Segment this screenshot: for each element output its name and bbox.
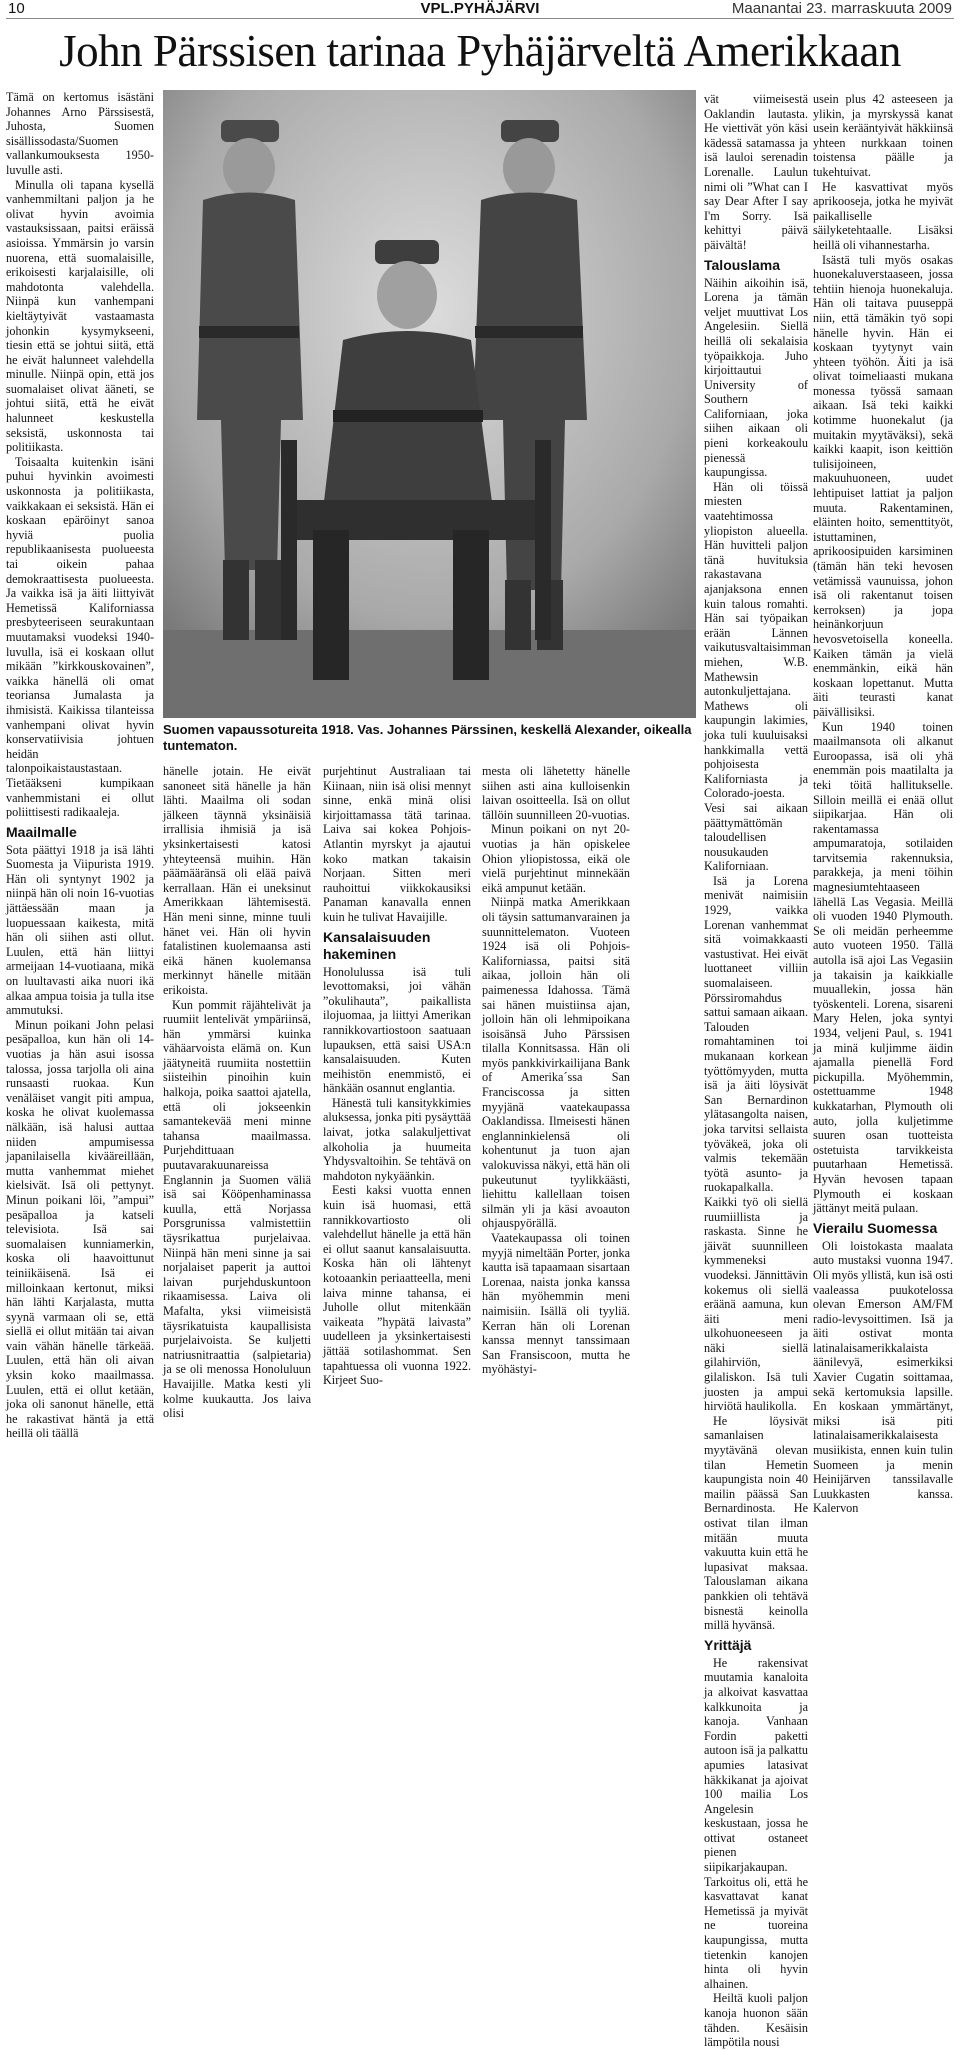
paragraph: Minun poikani John pelasi pesäpalloa, kun hän oli 14-vuotias ja hän asui isossa talossa, jossa tarjolla oli aina runsaasti ruokaa. Kun venäläiset vangit piti ampua, koska he olivat kuolemassa nälkään, isä halusi auttaa niiden ampumisessa japanilaisella kivääreillään, mutta vanhemmat miehet kielsivät. Isä oli pettynyt. Minun poikani löi, ”ampui” pesäpalloa ja katseli televisiota. Isä sai suomalaisen kunniamerkin, koska oli haavoittunut teiniikäisenä. Isä ei milloinkaan kertonut, miksi hän lähti Karjalasta, mutta syynä varmaan oli se, että siellä ei ollut mitään tai aivan vain vähän hänelle tärkeää. Luulen, että hän oli aivan yksin koko maailmassa. Luulen, että ei ollut ketään, joka oli sanonut hänelle, että he rakastivat häntä ja että heillä oli täällä xyxy=(6,1017,154,1441)
paragraph: Tämä on kertomus isästäni Johannes Arno Pärssisestä, Juhosta, Suomen sisällissodasta/Suomen vallankumouksesta 1950-luvulle asti. xyxy=(6,90,154,177)
paragraph: Honolulussa isä tuli levottomaksi, joi vähän ”okulihauta”, paikallista ilojuomaa, ja liittyi Amerikan rannikkovartiostoon saatuaan lupauksen, että saisi USA:n kansalaisuuden. Kuten meihistön enemmistö, ei hänkään osannut englantia. xyxy=(323,964,471,1096)
paragraph: He löysivät samanlaisen myytävänä olevan tilan Hemetin kaupungista noin 40 mailin päässä San Bernardinosta. He ostivat tilan ilman mitään muuta vakuutta kuin että he lupasivat maksaa. Talouslaman aikana pankkien oli tehtävä bisnestä keinolla millä hyvänsä. xyxy=(704,1413,808,1633)
article-column-1 xyxy=(6,90,154,1441)
subheading: Kansalaisuuden hakeminen xyxy=(323,928,431,962)
paragraph: Kun pommit räjähtelivät ja ruumiit lentelivät ympäriinsä, hän ymmärsi kuinka vähäarvoista elämä on. Kun jäätyneitä ruumiita nostettiin siisteihin pinoihin kuin halkoja, poika saattoi ajatella, että oli jokseenkin samantekevää meni minne tahansa maailmassa. Purjehdittuaan puutavarakuunareissa Englannin ja Suomen väliä isä sai Kööpenhaminassa kuulla, että Norjassa Porsgrunissa valmistettiin täysrikattua purjelaivaa. Niinpä hän meni sinne ja sai norjalaiset paperit ja auttoi laivan purjehduskuntoon rikaamisessa. Laiva oli Mafalta, yksi viimeisistä täysrikatuista kaupallisista purjelaivoista. Se kuljetti natriusnitraattia (salpietaria) ja se oli menossa Honoluluun Havaijille. Matka kesti yli kolme kuukautta. Jos laiva olisi xyxy=(163,997,311,1421)
paragraph: Eesti kaksi vuotta ennen kuin isä huomasi, että rannikkovartiosto oli valehdellut hänelle ja että hän ei ollut saanut kansalaisuutta. Koska hän oli lähtenyt kotoaankin periaatteella, meni laiva minne tahansa, ei Juholle ollut mitenkään vaikeata ”hypätä laivasta” uudelleen ja yksinkertaisesti jättää sotilashommat. Sen tapahtuessa oli vuonna 1922. Kirjeet Suo- xyxy=(323,1183,471,1388)
paragraph: Isästä tuli myös osakas huonekaluverstaaseen, jossa tehtiin hienoja huonekaluja. Hän oli taitava puuseppä niin, että tämäkin työ sopi hänelle hyvin. Hän ei koskaan tyytynyt vain yhteen työhön. Äiti ja isä olivat toimeliaasti mukana monessa työssä samaan aikaan. Isä teki kaikki kotimme huonekalut (ja muitakin myytäväksi), sekä kaikki kaapit, ison keittiön tulisijoineen, makuuhuoneen, uudet lehtipuiset lattiat ja paljon muuta. Rakentaminen, eläinten hoito, sementtityöt, istuttaminen, aprikoosipuiden karsiminen (tämän hän teki hevosen vetämissä vaunuissa, johon isä oli rakentanut toisen kerroksen) ja jopa heinänkorjuun hevosvetoisella koneella. Kaiken tämän ja vielä enemmänkin, eikä hän koskaan lopettanut. Mutta äiti teurasti kanat päivällisiksi. xyxy=(813,252,953,719)
paragraph: Kun 1940 toinen maailmansota oli alkanut Euroopassa, isä oli yhä enemmän pois maatilalta ja teki töitä hallitukselle. Silloin meillä ei enää ollut siipikarjaa. Hän oli rakentamassa ampumaratoja, sotilaiden tarvitsemia rakennuksia, parakkeja, ja meni töihin magnesiumtehtaaseen lähellä Las Vegasia. Meillä oli vuoden 1940 Plymouth. Se oli meidän perheemme auto vuoteen 1950. Tällä autolla isä ajoi Las Vegasiin ja takaisin ja kaikkialle muuallekin, jossa hän työskenteli. Lorena, sisareni Mary Helen, joka syntyi 1934, veljeni Paul, s. 1941 ja minä kuljimme äidin ajamalla pienellä Ford pickupilla. Myöhemmin, ostettuamme 1948 kukkatarhan, Plymouth oli auto, jolla kuljetimme suuren osan tuotteista ostetuista tarvikkeista puutarhaan Hemetissä. Hyvän hevosen tapaan Plymouth ei koskaan jättänyt meitä pulaan. xyxy=(813,719,953,1216)
paragraph: hänelle jotain. He eivät sanoneet sitä hänelle ja hän lähti. Maailma oli sodan jälkeen täynnä yksinäisiä irrallisia ihmisiä ja isä yksinkertaisesti katosi yhteyteensä muihin. Hän päämääränsä oli elää paivä kerrallaan. Hän ei uneksinut Amerikkaan lähtemisestä. Hän meni sinne, minne tuuli hänet vei. Hän oli hyvin fatalistinen kuolemaansa asti eikä hänen kuolemansa merkinnyt hänelle mitään erikoista. xyxy=(163,764,311,997)
issue-date: Maanantai 23. marraskuuta 2009 xyxy=(731,0,952,17)
paragraph: Heiltä kuoli paljon kanoja huonon sään tähden. Kesäisin lämpötila nousi xyxy=(704,1991,808,2050)
paragraph: usein plus 42 asteeseen ja ylikin, ja myrskyssä kanat usein kerääntyivät häkkiinsä yhteen nurkkaan toinen toistensa päälle ja tukehtuivat. xyxy=(813,92,953,179)
paragraph: Niinpä matka Amerikkaan oli täysin sattumanvarainen ja suunnittelematon. Vuoteen 1924 isä oli Pohjois-Kaliforniassa, paitsi sitä aikaa, jolloin hän oli paimenessa Idahossa. Tämä sai hänen muistiinsa ajan, jolloin hän oli lehmipoikana isoisänsä Juho Pärssisen tilalla Konnitsassa. Hän oli myös pankkivirkailijana Bank of Amerika´ssa San Franciscossa ja sitten myyjänä vaatekaupassa Oaklandissa. Ilmeisesti hänen englanninkielensä oli kohentunut ja tuon ajan valokuvissa näkyi, että hän oli pukeutunut tyylikkäästi, liehittu kallellaan toisen silmän yli ja käsi avoauton ohjauspyörällä. xyxy=(482,895,630,1231)
paragraph: Sota päättyi 1918 ja isä lähti Suomesta ja Viipurista 1919. Hän oli syntynyt 1902 ja niinpä hän oli noin 16-vuotias jättäessään maan ja luopuessaan kaikesta, mitä hän oli siihen asti ollut. Luulen, että hän liittyi armeijaan 14-vuotiaana, mikä on luultavasti aika nuori ikä alkaa ampua toisia ja tulla itse ammutuksi. xyxy=(6,842,154,1018)
article-column-5 xyxy=(704,92,811,2050)
paragraph: Isä ja Lorena menivät naimisiin 1929, vaikka Lorenan vanhemmat sitä voimakkaasti vastustivat. Hei eivät luottaneet villiin suomalaiseen. Pörssiromahdus sattui samaan aikaan. Talouden romahtaminen toi mukanaan korkean työttömyyden, mutta isä ja äiti löysivät San Bernardinon ylätasangolta naisen, joka tarvitsi sellaista työväkeä, joka oli valmis tekemään työtä asunto- ja ruokapalkalla. Kaikki työ oli siellä ruumiillista ja raskasta. Sinne he jäivät suunnilleen kymmeneksi vuodeksi. Jännittävin kokemus oli siellä eräänä aamuna, kun äiti meni ulkohuoneeseen ja näki siellä gilahirviön, gilaliskon. Isä tuli juosten ja ampui hirviötä haulikolla. xyxy=(704,873,808,1414)
article-column-6 xyxy=(813,92,953,1516)
subheading: Talouslama xyxy=(704,256,780,273)
paragraph: He kasvattivat myös aprikooseja, jotka he myivät paikalliselle säilyketehtaalle. Lisäksi heillä oli vihannestarha. xyxy=(813,179,953,252)
paragraph: purjehtinut Australiaan tai Kiinaan, niin isä olisi mennyt sinne, enkä minä olisi kirjoittamassa tätä tarinaa. Laiva sai kokea Pohjois-Atlantin myrskyt ja ajautui koko matkan takaisin Norjaan. Sitten meri rauhoittui viikkokausiksi Panaman kanavalla ennen kuin he tulivat Havaijille. xyxy=(323,764,471,924)
photo-caption: Suomen vapaussotureita 1918. Vas. Johannes Pärssinen, keskellä Alexander, oikealla tuntematon. xyxy=(163,722,692,753)
photo-soldiers-illustration xyxy=(163,90,696,718)
paragraph: Hän oli töissä miesten vaatehtimossa yliopiston alueella. Hän huvitteli paljon tänä huvituksia rakastavana ajanjaksona ennen kuin talous romahti. Hän sai työpaikan erään Lännen vaikutusvaltaisimman miehen, W.B. Mathewsin autonkuljettajana. Mathews oli kaupungin lakimies, joka tuli kuuluisaksi hankkimalla vettä pohjoisesta Kaliforniasta ja Colorado-joesta. Vesi sai aikaan päättymättömän taloudellisen nousukauden Kaliforniaan. xyxy=(704,479,811,874)
subheading: Vierailu Suomessa xyxy=(813,1219,938,1236)
article-column-3 xyxy=(323,764,471,1388)
paragraph: Vaatekaupassa oli toinen myyjä nimeltään Porter, jonka kautta isä tapaamaan sisartaan Lorenaa, naista jonka kanssa hän myöhemmin meni naimisiin. Isällä oli tyyliä. Kerran hän oli Lorenan kanssa mennyt tanssimaan San Fransiscoon, mutta he myöhästyi- xyxy=(482,1231,630,1377)
article-column-4 xyxy=(482,764,630,1377)
paragraph: mesta oli lähetetty hänelle siihen asti aina kulloisenkin laivan osoitteella. Isä on ollut tällöin suunnilleen 20-vuotias. xyxy=(482,764,630,822)
article-title: John Pärssisen tarinaa Pyhäjärveltä Amerikkaan xyxy=(59,26,901,76)
paragraph: Toisaalta kuitenkin isäni puhui hyvinkin avoimesti uskonnosta ja politiikasta, vaikkakaan ei seksistä. Hän ei koskaan epäröinyt sanoa hyviä puolia republikaanisesta puolueesta tai oikein pahaa demokraattisesta puolueesta. Ja vaikka isä ja äiti liittyivät Hemetissä Kaliforniassa presbyteeriseen seurakuntaan muutamaksi vuodeksi 1940-luvulla, isä ei koskaan ollut mikään ”kirkkouskovainen”, vaikka hänellä oli omat teoriansa Jumalasta ja ihmisistä. Kaikissa tilanteissa vanhempani olivat hyvin konservatiivisia johtuen heidän talonpoikaistaustastaan. Tietääkseni kumpikaan vanhemmistani ei ollut poliittisesti radikaaleja. xyxy=(6,454,154,820)
paragraph: Minulla oli tapana kysellä vanhemmiltani paljon ja he olivat hyvin avoimia vastauksissaan, paitsi eräissä asioissa. Ymmärsin jo varsin nuorena, että suomalaisille, erikoisesti karjalaisille, oli mahdotonta valehdella. Niinpä kun vanhempani kieltäytyivät vastaamasta johonkin kysymykseeni, tiesin että se johtui siitä, että he eivät halunneet valehdella minulle. Niinpä opin, että jos suomalaiset olivat ääneti, se johtui siitä, että he eivät halunneet keskustella seksistä, uskonnosta tai politiikasta. xyxy=(6,177,154,455)
paragraph: Näihin aikoihin isä, Lorena ja tämän veljet muuttivat Los Angelesiin. Siellä heillä oli sekalaisia työpaikkoja. Juho kirjoittautui University of Southern Californiaan, joka siihen aikaan oli pieni korkeakoulu pienessä kaupungissa. xyxy=(704,275,808,480)
publication-name: VPL.PYHÄJÄRVI xyxy=(420,0,540,17)
paragraph: Oli loistokasta maalata auto mustaksi vuonna 1947. Oli myös yllistä, kun isä osti vaaleassa puukotelossa olevan Emerson AM/FM radio-levysoittimen. Isä ja äiti ostivat monta latinalaisamerikkalaista äänilevyä, esimerkiksi Xavier Cugatin soittamaa, sekä kertomuksia lapsille. En koskaan ymmärtänyt, miksi isä piti latinalaisamerikkalaisesta musiikista, ennen kuin tulin Suomeen ja menin Heinijärven tanssilavalle Luukkasten kanssa. Kalervon xyxy=(813,1238,953,1516)
subheading: Yrittäjä xyxy=(704,1636,752,1653)
historical-photo xyxy=(163,90,696,718)
page-header xyxy=(6,0,954,19)
paragraph: Hänestä tuli kansitykkimies aluksessa, jonka piti pysäyttää laivat, jotka salakuljettivat alkoholia ja huumeita Yhdysvaltoihin. Se tehtävä on mahdoton nykyäänkin. xyxy=(323,1095,471,1183)
paragraph: vät viimeisestä Oaklandin lautasta. He viettivät yön käsi kädessä satamassa ja isä lauloi serenadin Lorenalle. Laulun nimi oli ”What can I say Dear After I say I'm Sorry. Isä kehittyi päivä päivältä! xyxy=(704,92,808,252)
subheading: Maailmalle xyxy=(6,823,77,840)
paragraph: Minun poikani on nyt 20-vuotias ja hän opiskelee Ohion yliopistossa, eikä ole vielä purjehtinut minnekään eikä ampunut ketään. xyxy=(482,822,630,895)
article-column-2 xyxy=(163,764,311,1421)
page-number: 10 xyxy=(8,0,25,17)
paragraph: He rakensivat muutamia kanaloita ja alkoivat kasvattaa kalkkunoita ja kanoja. Vanhaan Fordin paketti autoon isä ja palkattu apumies latasivat häkkikanat ja ajoivat 100 mailia Los Angelesin keskustaan, jossa he ottivat ostaneet pienen siipikarjakaupan. Tarkoitus oli, että he kasvattavat kanat Hemetissä ja myivät ne tuoreina kaupungissa, mutta tietenkin kanojen hinta oli hyvin alhainen. xyxy=(704,1655,808,1991)
